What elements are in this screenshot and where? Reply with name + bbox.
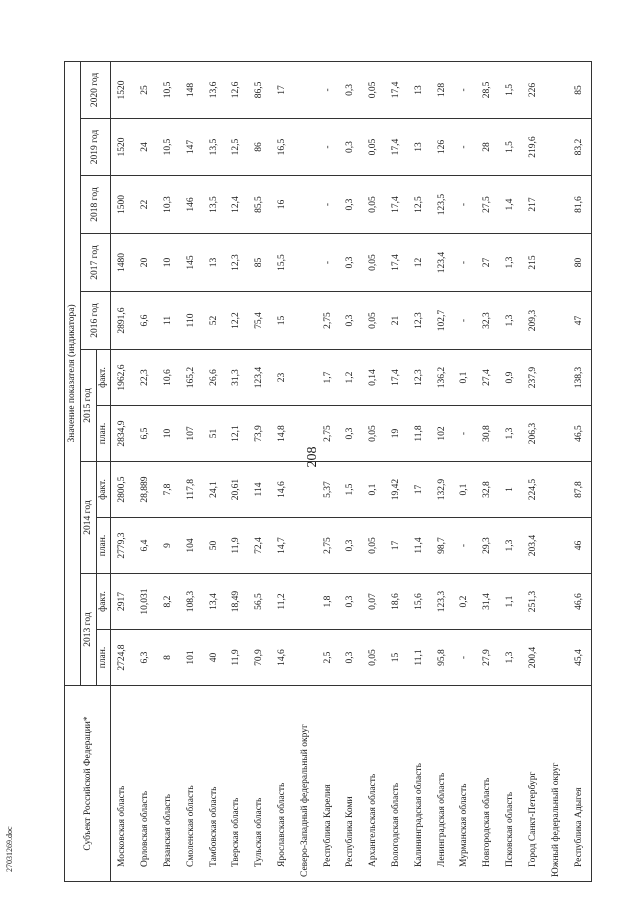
value-cell: 0,3	[340, 234, 363, 292]
value-cell: 1,2	[340, 350, 363, 406]
value-cell: 147	[180, 119, 203, 176]
region-name: Республика Адыгея	[567, 686, 591, 882]
value-cell: 13	[408, 119, 431, 176]
table-row	[385, 61, 408, 881]
table-row	[499, 61, 522, 881]
value-cell: 86,5	[248, 61, 271, 118]
fact-header: факт.	[97, 350, 111, 406]
table-group-row	[294, 61, 317, 881]
value-cell: 1,7	[317, 350, 340, 406]
region-name: Рязанская область	[157, 686, 180, 882]
value-cell: -	[453, 234, 476, 292]
value-cell: 85	[248, 234, 271, 292]
federal-district-name: Северо-Западный федеральный округ	[294, 686, 317, 882]
value-cell: 0,3	[340, 574, 363, 630]
table-group-row	[545, 61, 568, 881]
value-cell: 17	[408, 462, 431, 518]
value-cell	[294, 234, 317, 292]
value-cell: 203,4	[522, 518, 545, 574]
value-cell: 20	[134, 234, 157, 292]
year-header-2017: 2017 год	[81, 234, 111, 292]
value-cell: 11	[157, 292, 180, 350]
value-cell	[294, 119, 317, 176]
region-name: Новгородская область	[476, 686, 499, 882]
value-cell: 46	[567, 518, 591, 574]
value-cell: 104	[180, 518, 203, 574]
value-cell: -	[453, 176, 476, 234]
value-cell: 0,05	[362, 234, 385, 292]
value-cell: 45,4	[567, 630, 591, 686]
value-cell	[294, 630, 317, 686]
value-cell: -	[453, 119, 476, 176]
value-cell: 83,2	[567, 119, 591, 176]
value-cell: 98,7	[431, 518, 454, 574]
value-cell: 0,05	[362, 119, 385, 176]
value-cell: 0,1	[362, 462, 385, 518]
plan-header: план.	[97, 630, 111, 686]
value-cell: 0,05	[362, 292, 385, 350]
value-cell: 12,3	[408, 292, 431, 350]
indicator-table	[64, 61, 592, 882]
region-name: Республика Коми	[340, 686, 363, 882]
region-name: Орловская область	[134, 686, 157, 882]
value-cell: 1,8	[317, 574, 340, 630]
value-cell: 31,3	[226, 350, 249, 406]
region-name: Ленинградская область	[431, 686, 454, 882]
value-cell: 22	[134, 176, 157, 234]
value-cell: -	[453, 518, 476, 574]
value-cell: 32,3	[476, 292, 499, 350]
value-cell	[294, 292, 317, 350]
table-row	[111, 61, 135, 881]
value-cell: 17,4	[385, 350, 408, 406]
value-cell: 17,4	[385, 176, 408, 234]
value-cell: 14,6	[271, 630, 294, 686]
value-cell: 251,3	[522, 574, 545, 630]
value-cell: 0,14	[362, 350, 385, 406]
value-cell: 2800,5	[111, 462, 135, 518]
table-row	[408, 61, 431, 881]
value-cell: 11,4	[408, 518, 431, 574]
region-name: Вологодская область	[385, 686, 408, 882]
value-cell: 102,7	[431, 292, 454, 350]
value-cell: 217	[522, 176, 545, 234]
value-cell: 18,49	[226, 574, 249, 630]
value-cell: 1,5	[499, 119, 522, 176]
value-cell: 1520	[111, 119, 135, 176]
value-cell: 16,5	[271, 119, 294, 176]
value-cell: 128	[431, 61, 454, 118]
value-cell: 2891,6	[111, 292, 135, 350]
value-cell: 10,3	[157, 176, 180, 234]
value-cell: 2,75	[317, 292, 340, 350]
table-row	[362, 61, 385, 881]
value-cell	[545, 61, 568, 118]
value-cell	[545, 119, 568, 176]
value-cell: 11,1	[408, 630, 431, 686]
value-cell: 114	[248, 462, 271, 518]
value-cell: 11,2	[271, 574, 294, 630]
value-cell	[545, 630, 568, 686]
value-cell: 123,4	[431, 234, 454, 292]
region-name: Тверская область	[226, 686, 249, 882]
year-header-2020: 2020 год	[81, 61, 111, 118]
value-cell: -	[317, 119, 340, 176]
table-row	[476, 61, 499, 881]
value-cell: 7,8	[157, 462, 180, 518]
value-cell: 0,3	[340, 630, 363, 686]
page-number: 208	[305, 446, 320, 468]
value-cell: 25	[134, 61, 157, 118]
fact-header: факт.	[97, 462, 111, 518]
value-cell: 15,5	[271, 234, 294, 292]
value-cell: 23	[271, 350, 294, 406]
value-cell: 27,4	[476, 350, 499, 406]
value-cell: 12,5	[226, 119, 249, 176]
value-cell: 126	[431, 119, 454, 176]
table-row	[226, 61, 249, 881]
value-cell	[294, 350, 317, 406]
value-cell	[294, 574, 317, 630]
value-cell: 51	[203, 406, 226, 462]
value-cell: 1,3	[499, 292, 522, 350]
value-cell: 6,5	[134, 406, 157, 462]
value-cell: 15,6	[408, 574, 431, 630]
value-cell: 14,8	[271, 406, 294, 462]
value-cell: 16	[271, 176, 294, 234]
table-row	[340, 61, 363, 881]
indicator-header: Значение показателя (индикатора)	[65, 61, 81, 685]
value-cell: 0,07	[362, 574, 385, 630]
value-cell: 85	[567, 61, 591, 118]
value-cell	[294, 61, 317, 118]
value-cell: 12,2	[226, 292, 249, 350]
region-name: Республика Карелия	[317, 686, 340, 882]
value-cell: 15	[385, 630, 408, 686]
value-cell: 1,5	[340, 462, 363, 518]
value-cell: 75,4	[248, 292, 271, 350]
value-cell: 13	[408, 61, 431, 118]
value-cell	[294, 406, 317, 462]
value-cell: 46,5	[567, 406, 591, 462]
value-cell	[545, 292, 568, 350]
value-cell: 117,8	[180, 462, 203, 518]
region-name: Мурманская область	[453, 686, 476, 882]
table-row	[431, 61, 454, 881]
value-cell: 1962,6	[111, 350, 135, 406]
value-cell: 27,5	[476, 176, 499, 234]
value-cell: 0,3	[340, 292, 363, 350]
value-cell: 13,5	[203, 176, 226, 234]
table-row	[203, 61, 226, 881]
value-cell: 12,3	[408, 350, 431, 406]
table-row	[134, 61, 157, 881]
value-cell: 6,6	[134, 292, 157, 350]
table-row	[271, 61, 294, 881]
region-name: Тамбовская область	[203, 686, 226, 882]
value-cell: 2,75	[317, 406, 340, 462]
table-row	[157, 61, 180, 881]
value-cell: 28	[476, 119, 499, 176]
value-cell: 18,6	[385, 574, 408, 630]
value-cell: 31,4	[476, 574, 499, 630]
value-cell: 17,4	[385, 119, 408, 176]
indicator-table-rotated	[64, 62, 592, 882]
region-name: Город Санкт-Петербург	[522, 686, 545, 882]
table-row	[567, 61, 591, 881]
value-cell: 12,5	[408, 176, 431, 234]
value-cell: 1500	[111, 176, 135, 234]
value-cell: 1,3	[499, 406, 522, 462]
value-cell: 123,5	[431, 176, 454, 234]
value-cell: 29,3	[476, 518, 499, 574]
table-row	[453, 61, 476, 881]
value-cell: 12,6	[226, 61, 249, 118]
fact-header: факт.	[97, 574, 111, 630]
value-cell: 0,3	[340, 406, 363, 462]
value-cell	[294, 176, 317, 234]
value-cell: 14,7	[271, 518, 294, 574]
value-cell: 30,8	[476, 406, 499, 462]
value-cell: 10,031	[134, 574, 157, 630]
value-cell: 15	[271, 292, 294, 350]
table-row	[248, 61, 271, 881]
value-cell: 19	[385, 406, 408, 462]
table-row	[522, 61, 545, 881]
value-cell: 165,2	[180, 350, 203, 406]
year-header-2019: 2019 год	[81, 119, 111, 176]
value-cell: 0,9	[499, 350, 522, 406]
value-cell: 0,3	[340, 61, 363, 118]
value-cell: -	[453, 292, 476, 350]
region-name: Московская область	[111, 686, 135, 882]
value-cell: 2779,3	[111, 518, 135, 574]
region-name: Тульская область	[248, 686, 271, 882]
value-cell: 12,4	[226, 176, 249, 234]
value-cell	[294, 462, 317, 518]
value-cell: 8	[157, 630, 180, 686]
value-cell	[545, 518, 568, 574]
value-cell: 219,6	[522, 119, 545, 176]
value-cell: 72,4	[248, 518, 271, 574]
value-cell: 11,9	[226, 518, 249, 574]
value-cell: 101	[180, 630, 203, 686]
region-name: Ярославская область	[271, 686, 294, 882]
value-cell: 10	[157, 406, 180, 462]
value-cell: 22,3	[134, 350, 157, 406]
value-cell: 6,4	[134, 518, 157, 574]
value-cell: 108,3	[180, 574, 203, 630]
value-cell: 32,8	[476, 462, 499, 518]
region-name: Калининградская область	[408, 686, 431, 882]
value-cell: 17,4	[385, 61, 408, 118]
value-cell: 52	[203, 292, 226, 350]
value-cell: 1520	[111, 61, 135, 118]
value-cell: 20,61	[226, 462, 249, 518]
value-cell: 10	[157, 234, 180, 292]
value-cell: 50	[203, 518, 226, 574]
value-cell: 1,1	[499, 574, 522, 630]
federal-district-name: Южный федеральный округ	[545, 686, 568, 882]
value-cell: 85,5	[248, 176, 271, 234]
value-cell: 80	[567, 234, 591, 292]
value-cell: 13,6	[203, 61, 226, 118]
value-cell: 0,3	[340, 176, 363, 234]
value-cell: 13,5	[203, 119, 226, 176]
value-cell: 2917	[111, 574, 135, 630]
value-cell: 226	[522, 61, 545, 118]
value-cell: 1,3	[499, 630, 522, 686]
year-header-2014: 2014 год	[81, 462, 97, 574]
value-cell: 224,5	[522, 462, 545, 518]
value-cell: 145	[180, 234, 203, 292]
value-cell: 0,2	[453, 574, 476, 630]
value-cell: 40	[203, 630, 226, 686]
value-cell: 2,75	[317, 518, 340, 574]
value-cell: 11,9	[226, 630, 249, 686]
value-cell: 17	[385, 518, 408, 574]
value-cell	[545, 406, 568, 462]
value-cell: 81,6	[567, 176, 591, 234]
plan-header: план.	[97, 518, 111, 574]
value-cell: 5,37	[317, 462, 340, 518]
value-cell: -	[453, 61, 476, 118]
document-id: 27031269.doc	[5, 826, 14, 872]
value-cell: -	[317, 61, 340, 118]
value-cell: -	[317, 176, 340, 234]
value-cell: 110	[180, 292, 203, 350]
value-cell	[545, 176, 568, 234]
value-cell: 19,42	[385, 462, 408, 518]
value-cell: 200,4	[522, 630, 545, 686]
value-cell: 102	[431, 406, 454, 462]
value-cell: 12,1	[226, 406, 249, 462]
region-name: Смоленская область	[180, 686, 203, 882]
value-cell: 27	[476, 234, 499, 292]
value-cell: -	[453, 406, 476, 462]
value-cell: 13	[203, 234, 226, 292]
value-cell: 0,05	[362, 406, 385, 462]
table-row	[317, 61, 340, 881]
value-cell: 2,5	[317, 630, 340, 686]
region-name: Архангельская область	[362, 686, 385, 882]
plan-header: план.	[97, 406, 111, 462]
value-cell: 9	[157, 518, 180, 574]
value-cell: 237,9	[522, 350, 545, 406]
value-cell: 47	[567, 292, 591, 350]
value-cell: -	[453, 630, 476, 686]
value-cell: 70,9	[248, 630, 271, 686]
value-cell: 138,3	[567, 350, 591, 406]
value-cell: 28,5	[476, 61, 499, 118]
value-cell: 13,4	[203, 574, 226, 630]
value-cell: 0,05	[362, 176, 385, 234]
value-cell: 1,4	[499, 176, 522, 234]
value-cell: 0,05	[362, 518, 385, 574]
value-cell: 12,3	[226, 234, 249, 292]
value-cell: 86	[248, 119, 271, 176]
region-name: Псковская область	[499, 686, 522, 882]
value-cell: 10,5	[157, 119, 180, 176]
table-body	[111, 61, 592, 881]
value-cell: 6,3	[134, 630, 157, 686]
value-cell: 95,8	[431, 630, 454, 686]
value-cell: 1,5	[499, 61, 522, 118]
value-cell: 206,3	[522, 406, 545, 462]
value-cell	[545, 234, 568, 292]
value-cell: 0,05	[362, 61, 385, 118]
year-header-2016: 2016 год	[81, 292, 111, 350]
value-cell: 28,889	[134, 462, 157, 518]
value-cell: 2724,8	[111, 630, 135, 686]
value-cell: 146	[180, 176, 203, 234]
value-cell: 0,1	[453, 350, 476, 406]
value-cell: 123,3	[431, 574, 454, 630]
value-cell: 209,3	[522, 292, 545, 350]
value-cell: 56,5	[248, 574, 271, 630]
year-header-2018: 2018 год	[81, 176, 111, 234]
value-cell: 10,6	[157, 350, 180, 406]
value-cell: 8,2	[157, 574, 180, 630]
value-cell	[545, 350, 568, 406]
value-cell: 24	[134, 119, 157, 176]
value-cell	[545, 462, 568, 518]
value-cell: 1,3	[499, 234, 522, 292]
value-cell: 10,5	[157, 61, 180, 118]
value-cell: 1480	[111, 234, 135, 292]
value-cell: 24,1	[203, 462, 226, 518]
year-header-2013: 2013 год	[81, 574, 97, 686]
value-cell: 2834,9	[111, 406, 135, 462]
value-cell: 46,6	[567, 574, 591, 630]
value-cell: 17	[271, 61, 294, 118]
value-cell: 14,6	[271, 462, 294, 518]
table-row	[180, 61, 203, 881]
value-cell: 136,2	[431, 350, 454, 406]
value-cell: 0,3	[340, 518, 363, 574]
value-cell: 26,6	[203, 350, 226, 406]
value-cell: 107	[180, 406, 203, 462]
value-cell: 0,3	[340, 119, 363, 176]
value-cell: 148	[180, 61, 203, 118]
value-cell: 17,4	[385, 234, 408, 292]
value-cell: 11,8	[408, 406, 431, 462]
value-cell: 73,9	[248, 406, 271, 462]
subject-column-header: Субъект Российской Федерации*	[65, 686, 111, 882]
value-cell: 27,9	[476, 630, 499, 686]
value-cell: 1	[499, 462, 522, 518]
value-cell: 1,3	[499, 518, 522, 574]
value-cell: 0,1	[453, 462, 476, 518]
value-cell: 123,4	[248, 350, 271, 406]
value-cell: 0,05	[362, 630, 385, 686]
value-cell: 12	[408, 234, 431, 292]
year-header-2015: 2015 год	[81, 350, 97, 462]
value-cell	[545, 574, 568, 630]
value-cell	[294, 518, 317, 574]
value-cell: -	[317, 234, 340, 292]
value-cell: 215	[522, 234, 545, 292]
value-cell: 87,8	[567, 462, 591, 518]
value-cell: 21	[385, 292, 408, 350]
value-cell: 132,9	[431, 462, 454, 518]
